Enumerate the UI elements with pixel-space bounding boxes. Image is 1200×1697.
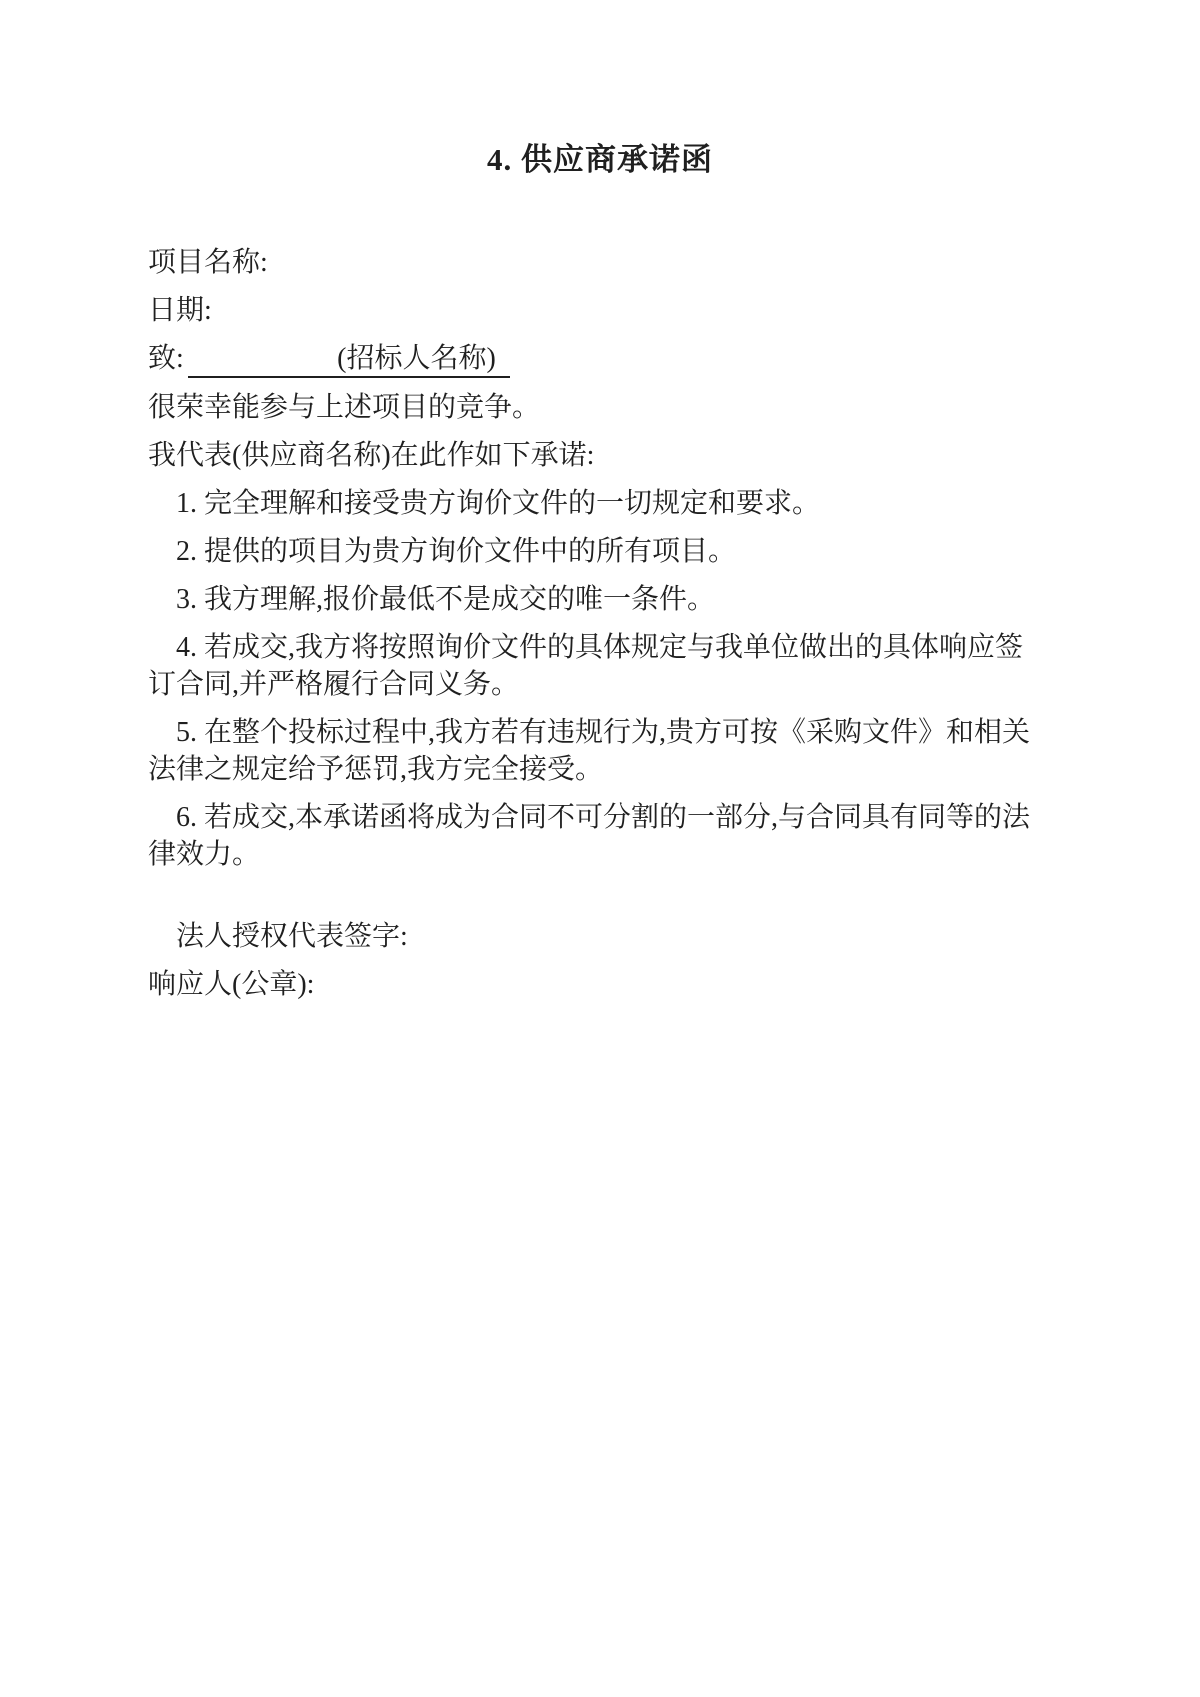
commitment-item-6: 6. 若成交,本承诺函将成为合同不可分割的一部分,与合同具有同等的法律效力。 xyxy=(148,802,1031,870)
project-name-line: 项目名称: xyxy=(148,247,268,278)
tenderer-name-blank xyxy=(188,342,510,378)
authorized-representative-signature-line: 法人授权代表签字: xyxy=(176,921,408,952)
date-line: 日期: xyxy=(148,295,212,326)
intro-honor-line: 很荣幸能参与上述项目的竞争。 xyxy=(148,392,541,423)
respondent-seal-line: 响应人(公章): xyxy=(148,969,315,1000)
to-line xyxy=(148,340,1040,378)
commitment-item-2: 2. 提供的项目为贵方询价文件中的所有项目。 xyxy=(176,536,737,567)
page-title: 4. 供应商承诺函 xyxy=(487,142,713,177)
tenderer-name-hint: (招标人名称) xyxy=(337,343,496,374)
commitment-item-1: 1. 完全理解和接受贵方询价文件的一切规定和要求。 xyxy=(176,488,821,519)
commitment-item-3: 3. 我方理解,报价最低不是成交的唯一条件。 xyxy=(176,584,716,615)
commitment-item-5: 5. 在整个投标过程中,我方若有违规行为,贵方可按《采购文件》和相关法律之规定给予惩罚,我方完全接受。 xyxy=(148,717,1031,785)
commitment-item-4: 4. 若成交,我方将按照询价文件的具体规定与我单位做出的具体响应签订合同,并严格履行合同义务。 xyxy=(148,632,1024,700)
to-label: 致: xyxy=(148,343,184,374)
document-body xyxy=(148,244,1040,1003)
intro-representative-line: 我代表(供应商名称)在此作如下承诺: xyxy=(148,440,595,471)
